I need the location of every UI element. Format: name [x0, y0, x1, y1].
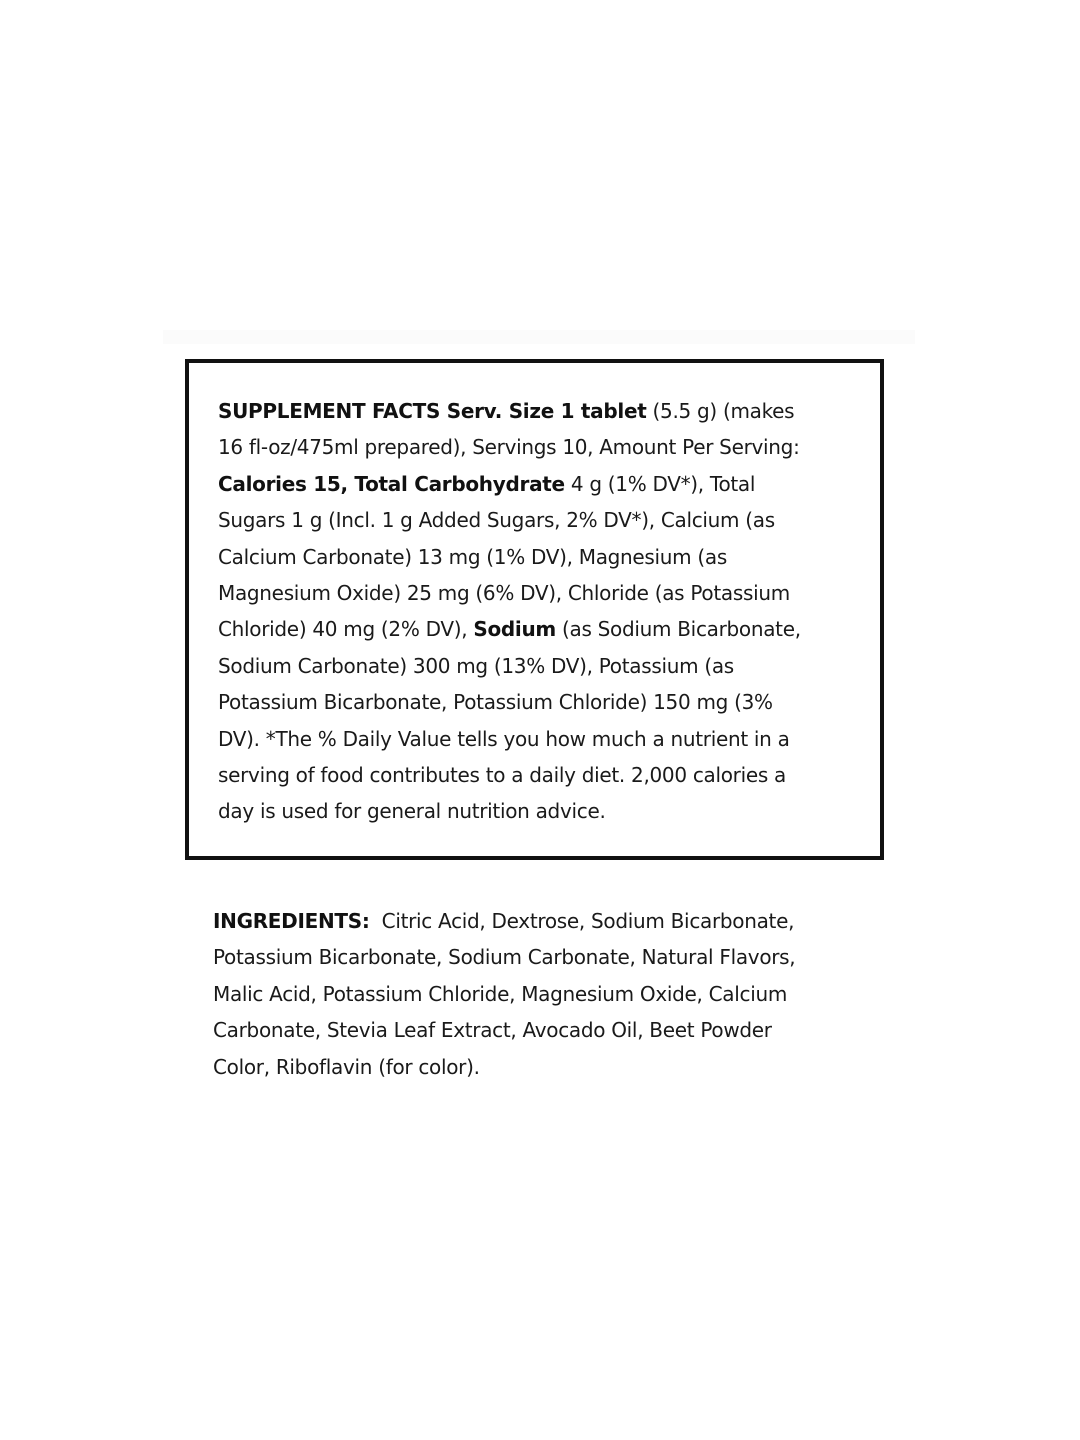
text-segment: Citric Acid, Dextrose, Sodium Bicarbonate, [369, 909, 795, 933]
text-line [218, 757, 801, 793]
text-line [213, 976, 795, 1012]
supplement-facts-text [218, 393, 801, 830]
text-line [213, 903, 795, 939]
text-line [213, 1012, 795, 1048]
text-segment: Malic Acid, Potassium Chloride, Magnesium Oxide, Calcium [213, 981, 788, 1006]
text-line [218, 575, 801, 611]
text-segment: Carbonate, Stevia Leaf Extract, Avocado Oil, Beet Powder [213, 1018, 772, 1043]
text-line [213, 939, 795, 975]
text-segment: Potassium Bicarbonate, Potassium Chloride) 150 mg (3% [218, 690, 773, 715]
text-segment: DV). *The % Daily Value tells you how much a nutrient in a [218, 726, 790, 751]
text-segment: 4 g (1% DV*), Total [564, 471, 756, 496]
text-line [218, 721, 801, 757]
bold-text-segment: INGREDIENTS: [213, 909, 370, 933]
top-divider-band [163, 330, 915, 344]
text-segment: Magnesium Oxide) 25 mg (6% DV), Chloride (as Potassium [218, 580, 790, 605]
text-line [213, 1049, 795, 1085]
text-line [218, 502, 801, 538]
text-segment: Calcium Carbonate) 13 mg (1% DV), Magnesium (as [218, 544, 727, 569]
text-segment: (5.5 g) (makes [646, 399, 795, 423]
text-segment: Potassium Bicarbonate, Sodium Carbonate, Natural Flavors, [213, 945, 796, 970]
text-segment: (as Sodium Bicarbonate, [555, 617, 801, 642]
text-segment: Sodium Carbonate) 300 mg (13% DV), Potassium (as [218, 653, 734, 678]
text-line [218, 793, 801, 829]
text-line [218, 466, 801, 502]
text-line [218, 648, 801, 684]
text-segment: Chloride) 40 mg (2% DV), [218, 617, 474, 642]
text-line [218, 611, 801, 647]
text-segment: 16 fl-oz/475ml prepared), Servings 10, Amount Per Serving: [218, 435, 800, 460]
bold-text-segment: SUPPLEMENT FACTS Serv. Size 1 tablet [218, 399, 647, 423]
text-line [218, 429, 801, 465]
text-segment: Color, Riboflavin (for color). [213, 1054, 480, 1079]
text-line [218, 684, 801, 720]
ingredients-text [213, 903, 795, 1085]
text-segment: serving of food contributes to a daily diet. 2,000 calories a [218, 762, 786, 787]
text-line [218, 393, 801, 429]
bold-text-segment: Calories 15, Total Carbohydrate [218, 471, 565, 496]
text-segment: Sugars 1 g (Incl. 1 g Added Sugars, 2% DV*), Calcium (as [218, 508, 775, 533]
text-line [218, 539, 801, 575]
text-segment: day is used for general nutrition advice. [218, 799, 606, 824]
bold-text-segment: Sodium [473, 617, 556, 642]
